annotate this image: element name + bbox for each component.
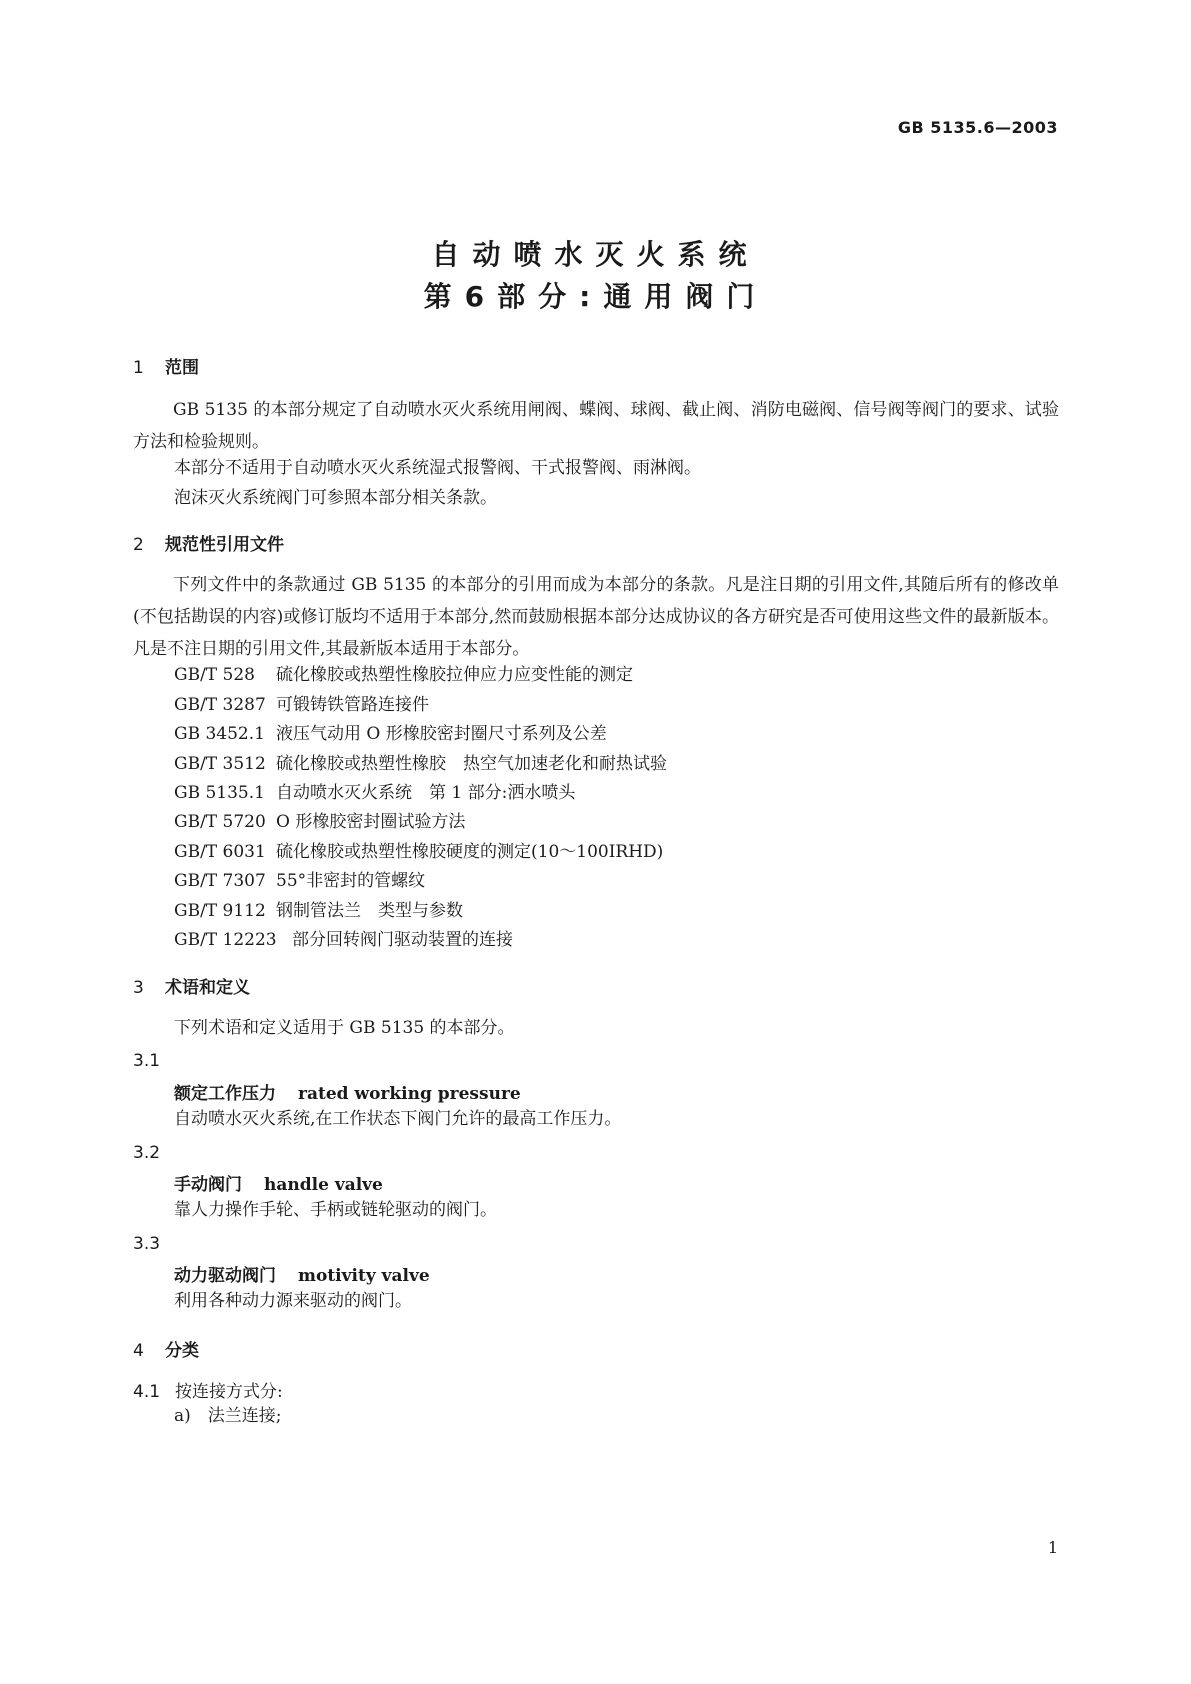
term-definition: 靠人力操作手轮、手柄或链轮驱动的阀门。 — [174, 1200, 497, 1220]
term-heading — [174, 1261, 430, 1286]
reference-code: GB/T 7307 — [174, 871, 266, 891]
section-2-heading — [133, 530, 284, 555]
reference-item — [174, 924, 513, 956]
section-number: 4 — [133, 1341, 144, 1361]
term-number: 3.1 — [133, 1051, 161, 1071]
term-chinese: 额定工作压力 — [174, 1084, 276, 1104]
term-english: handle valve — [264, 1175, 383, 1195]
term-number: 3.2 — [133, 1143, 161, 1163]
reference-item — [174, 689, 429, 721]
reference-code: GB 5135.1 — [174, 783, 265, 803]
reference-item — [174, 865, 425, 897]
term-number: 3.3 — [133, 1234, 161, 1254]
reference-code: GB/T 5720 — [174, 812, 266, 832]
page-number: 1 — [1047, 1538, 1058, 1557]
reference-code: GB/T 12223 — [174, 930, 277, 950]
section-3-paragraph-1: 下列术语和定义适用于 GB 5135 的本部分。 — [174, 1018, 515, 1038]
reference-code: GB/T 3287 — [174, 695, 266, 715]
subsection-number: 4.1 — [133, 1382, 161, 1402]
section-number: 1 — [133, 358, 144, 378]
reference-code: GB/T 3512 — [174, 754, 266, 774]
reference-item — [174, 806, 465, 838]
section-title: 范围 — [165, 358, 199, 378]
reference-title: 液压气动用 O 形橡胶密封圈尺寸系列及公差 — [276, 724, 607, 744]
standard-code: GB 5135.6—2003 — [897, 118, 1058, 137]
reference-item — [174, 718, 607, 750]
section-1-paragraph-1: GB 5135 的本部分规定了自动喷水灭火系统用闸阀、蝶阀、球阀、截止阀、消防电磁阀、信号阀等阀门的要求、试验方法和检验规则。 — [133, 400, 1059, 452]
section-title: 分类 — [165, 1341, 199, 1361]
document-title-part: 第6部分:通用阀门 — [423, 280, 768, 313]
section-4-heading — [133, 1336, 199, 1361]
reference-code: GB/T 6031 — [174, 842, 266, 862]
section-1-paragraph-2: 本部分不适用于自动喷水灭火系统湿式报警阀、干式报警阀、雨淋阀。 — [174, 458, 701, 478]
section-number: 2 — [133, 535, 144, 555]
reference-title: 可锻铸铁管路连接件 — [276, 695, 429, 715]
section-2-paragraph-1: 下列文件中的条款通过 GB 5135 的本部分的引用而成为本部分的条款。凡是注日期的引用文件,其随后所有的修改单(不包括勘误的内容)或修订版均不适用于本部分,然而鼓励根据本部分达成协议的各方研究是否可使用这些文件的最新版本。凡是不注日期的引用文件,其最新版本适用于本部分。 — [133, 575, 1059, 659]
section-1-heading — [133, 353, 199, 378]
reference-code: GB/T 9112 — [174, 901, 266, 921]
reference-title: 硫化橡胶或热塑性橡胶拉伸应力应变性能的测定 — [276, 665, 633, 685]
reference-title: 自动喷水灭火系统 第 1 部分:洒水喷头 — [276, 783, 576, 803]
reference-item — [174, 659, 633, 691]
term-english: motivity valve — [298, 1266, 430, 1286]
term-chinese: 手动阀门 — [174, 1175, 242, 1195]
reference-item — [174, 895, 463, 927]
section-3-heading — [133, 973, 250, 998]
subsection-4-1 — [133, 1377, 283, 1402]
term-definition: 利用各种动力源来驱动的阀门。 — [174, 1291, 412, 1311]
list-item-a: a) 法兰连接; — [174, 1406, 282, 1426]
term-heading — [174, 1079, 521, 1104]
reference-code: GB 3452.1 — [174, 724, 265, 744]
reference-title: O 形橡胶密封圈试验方法 — [276, 812, 466, 832]
section-title: 规范性引用文件 — [165, 535, 284, 555]
section-1-paragraph-3: 泡沫灭火系统阀门可参照本部分相关条款。 — [174, 488, 497, 508]
section-title: 术语和定义 — [165, 978, 250, 998]
reference-item — [174, 836, 663, 868]
term-heading — [174, 1170, 383, 1195]
term-definition: 自动喷水灭火系统,在工作状态下阀门允许的最高工作压力。 — [174, 1109, 622, 1129]
reference-title: 55°非密封的管螺纹 — [276, 871, 426, 891]
reference-title: 钢制管法兰 类型与参数 — [276, 901, 463, 921]
term-chinese: 动力驱动阀门 — [174, 1266, 276, 1286]
term-english: rated working pressure — [298, 1084, 521, 1104]
reference-title: 硫化橡胶或热塑性橡胶 热空气加速老化和耐热试验 — [276, 754, 667, 774]
reference-code: GB/T 528 — [174, 665, 255, 685]
reference-item — [174, 748, 667, 780]
reference-title: 部分回转阀门驱动装置的连接 — [292, 930, 513, 950]
section-number: 3 — [133, 978, 144, 998]
document-title-main: 自动喷水灭火系统 — [431, 238, 760, 271]
reference-item — [174, 777, 575, 809]
reference-title: 硫化橡胶或热塑性橡胶硬度的测定(10～100IRHD) — [276, 842, 664, 862]
subsection-title: 按连接方式分: — [175, 1382, 283, 1402]
